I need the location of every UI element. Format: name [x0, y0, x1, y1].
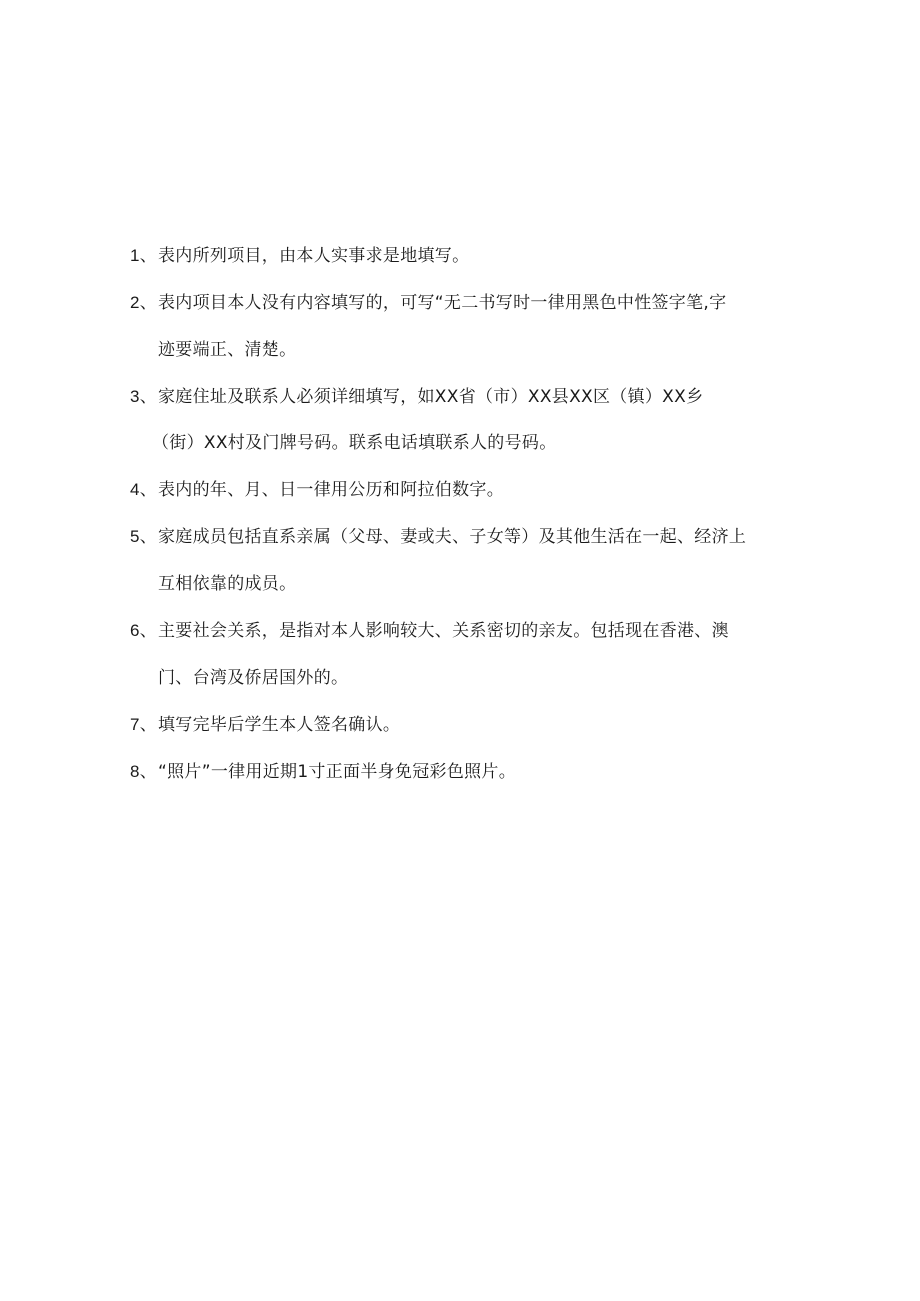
note-number: 6、 — [130, 621, 158, 640]
note-2 — [130, 291, 726, 315]
note-text: 表内的年、月、日一律用公历和阿拉伯数字。 — [158, 480, 504, 500]
note-number: 2、 — [130, 293, 158, 312]
note-number: 3、 — [130, 387, 158, 406]
note-number: 1、 — [130, 246, 158, 265]
note-3 — [130, 385, 703, 409]
note-number: 7、 — [130, 715, 158, 734]
note-1 — [130, 244, 469, 268]
note-number: 8、 — [130, 762, 158, 781]
note-3-continuation: （街）XX村及门牌号码。联系电话填联系人的号码。 — [152, 433, 557, 453]
note-4 — [130, 478, 504, 502]
note-7 — [130, 713, 400, 737]
note-text: 表内项目本人没有内容填写的，可写“无二书写时一律用黑色中性签字笔,字 — [158, 293, 727, 313]
note-text: 表内所列项目，由本人实事求是地填写。 — [158, 246, 470, 266]
note-6-continuation: 门、台湾及侨居国外的。 — [158, 668, 349, 688]
note-number: 5、 — [130, 527, 158, 546]
note-8 — [130, 760, 516, 784]
note-text: 家庭住址及联系人必须详细填写，如XX省（市）XX县XX区（镇）XX乡 — [158, 387, 704, 407]
note-number: 4、 — [130, 480, 158, 499]
note-5 — [130, 525, 746, 549]
note-6 — [130, 619, 729, 643]
note-text: “照片”一律用近期1寸正面半身免冠彩色照片。 — [158, 762, 517, 782]
note-5-continuation: 互相依靠的成员。 — [158, 574, 297, 594]
note-text: 填写完毕后学生本人签名确认。 — [158, 715, 401, 735]
note-text: 家庭成员包括直系亲属（父母、妻或夫、子女等）及其他生活在一起、经济上 — [158, 527, 747, 547]
note-text: 主要社会关系，是指对本人影响较大、关系密切的亲友。包括现在香港、澳 — [158, 621, 729, 641]
note-2-continuation: 迹要端正、清楚。 — [158, 340, 297, 360]
